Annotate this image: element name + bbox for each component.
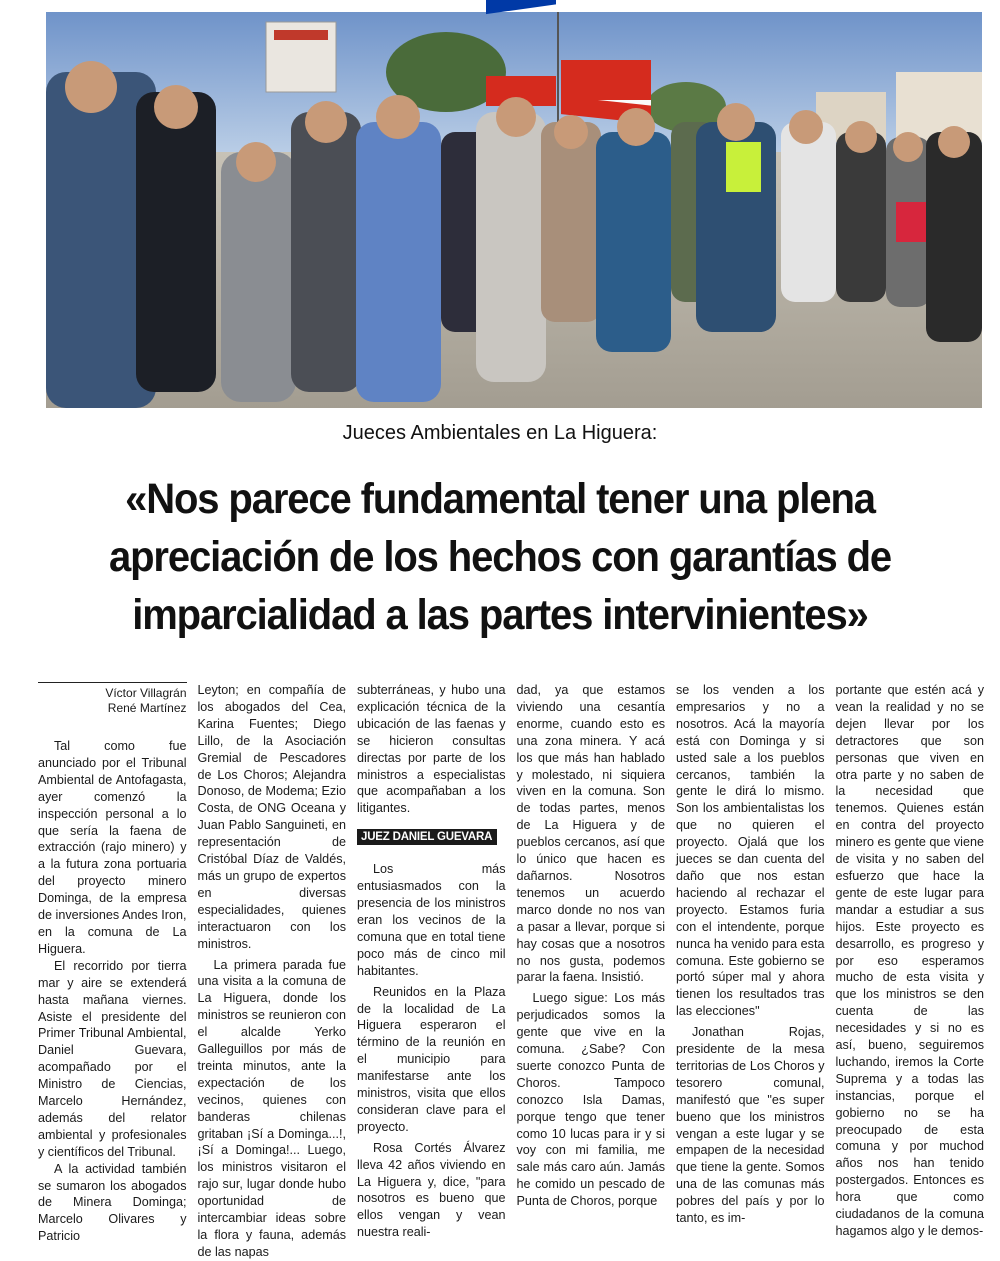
paragraph: Luego sigue: Los más perjudicados somos la gente que vive en la comuna. ¿Sabe? Con suerte conozco Punta de Choros. Tampoco conozco Isla Damas, porque tengo que tener como 10 lucas para ir y si voy con mi familia, me sale más caro aún. Jamás he comido un pescado de Punta de Choros, porque [516, 991, 665, 1209]
column-5 [676, 682, 825, 1261]
article-body [38, 682, 984, 1259]
paragraph: subterráneas, y hubo una explicación técnica de la ubicación de las faenas y se hicieron consultas directas por parte de los ministros a especialistas que acompañaban a los litigantes. [357, 683, 506, 816]
paragraph: Rosa Cortés Álvarez lleva 42 años viviendo en La Higuera y, dice, "para nosotros es bueno que ellos vengan y vean nuestra reali- [357, 1140, 506, 1240]
column-4 [517, 682, 666, 1261]
paragraph: dad, ya que estamos viviendo una cesantía enorme, cuando esto es una zona minera. Y acá los que más han hablado y molestado, ni siquiera viven en la comuna. Son de todas partes, menos de La Higuera y de pueblos cercanos, así que lo único que hacen es dañarnos. Nosotros tenemos un acuerdo marco donde no nos van a pasar a llevar, porque si hay cosas que a nosotros no nos gusta, podemos parar la faena. Insistió. [516, 683, 665, 985]
column-1 [38, 682, 187, 1261]
news-photo [46, 12, 982, 408]
subhead: JUEZ DANIEL GUEVARA [357, 829, 497, 845]
paragraph: A la actividad también se sumaron los abogados de Minera Dominga; Marcelo Olivares y Patricio [38, 1161, 187, 1244]
paragraph: Reunidos en la Plaza de la localidad de La Higuera esperaron el término de la reunión en el municipio para manifestarse ante los ministros, visita que ellos consideran clave para el proyecto. [357, 984, 506, 1134]
paragraph: La primera parada fue una visita a la comuna de La Higuera, donde los ministros se reunieron con el alcalde Yerko Galleguillos por más de treinta minutos, ante la expectación de los vecinos, quienes con banderas chilenas gritaban ¡Sí a Dominga...!, ¡Sí a Dominga!... Luego, los ministros visitaron el rajo sur, lugar donde hubo oportunidad de intercambiar ideas sobre la flora y fauna, además de las napas [197, 957, 346, 1259]
paragraph: Jonathan Rojas, presidente de la mesa territorias de Los Choros y tesorero comunal, manifestó que "es super bueno que los ministros vengan a este lugar y se empapen de la necesidad que tiene la gente. Somos una de las comunas más pobres del país y por lo tanto, es im- [676, 1025, 825, 1226]
paragraph: portante que estén acá y vean la realidad y no se dejen llevar por los detractores que son personas que viven en otra parte y no saben de la necesidad que tenemos. Quienes están en contra del proyecto minero es gente que viene de visita y no saben del esfuerzo que hace la gente de este lugar para mandar a estudiar a sus hijos. Este proyecto es desarrollo, es progreso y por eso esperamos mucho de esta visita y que los ministros se den cuenta de las necesidades y si no es así, bueno, seguiremos luchando, iremos la Corte Suprema y a todas las instancias, porque el gobierno no se ha preocupado de esta comuna y por muchod años nos han tenido postergados. Entonces es hora que como ciudadanos de la comuna hagamos algo y le demos- [835, 683, 984, 1238]
paragraph: Leyton; en compañía de los abogados del Cea, Karina Fuentes; Diego Lillo, de la Asociación Gremial de Pescadores de Los Choros; Alejandra Donoso, de Modema; Ezio Costa, de ONG Oceana y Juan Pablo Sanguineti, en representación de Cristóbal Díaz de Valdés, más un grupo de expertos en diversas especialidades, quienes interactuaron con los ministros. [197, 683, 346, 951]
paragraph: se los venden a los empresarios y no a nosotros. Acá la mayoría está con Dominga y si usted sale a los pueblos cercanos, también la gente le dirá lo mismo. Son los ambientalistas los que no quieren el proyecto. Ojalá que los jueces se dan cuenta del daño que nos estan haciendo al rechazar el proyecto. Estamos furia con el intendente, porque nunca ha venido para esta comuna. Este gobierno se portó súper mal y ahora tienen los resultados tras las elecciones" [676, 683, 825, 1019]
column-3 [357, 682, 506, 1261]
column-6 [836, 682, 985, 1261]
paragraph: El recorrido por tierra mar y aire se extenderá hasta mañana viernes. Asiste el presidente del Primer Tribunal Ambiental, Daniel Guevara, acompañado por el Ministro de Ciencias, Marcelo Hernández, además del relator ambiental y profesionales y científicos del Tribunal. [38, 958, 187, 1159]
paragraph: Los más entusiasmados con la presencia de los ministros eran los vecinos de la comuna que en total tiene poco más de cinco mil habitantes. [357, 862, 506, 978]
crowd-photo-illustration [46, 12, 982, 408]
byline [38, 682, 187, 716]
byline-author-1: Víctor Villagrán [105, 686, 187, 700]
column-2 [198, 682, 347, 1261]
headline: «Nos parece fundamental tener una plena apreciación de los hechos con garantías de imparcialidad a las partes intervinientes» [108, 475, 892, 639]
kicker: Jueces Ambientales en La Higuera: [342, 422, 658, 444]
paragraph: Tal como fue anunciado por el Tribunal Ambiental de Antofagasta, ayer comenzó la inspección personal a lo que sería la faena de extracción (rajo minero) y a la futura zona portuaria del proyecto minero Dominga, de la empresa de inversiones Andes Iron, en la comuna de La Higuera. [38, 739, 187, 956]
byline-author-2: René Martínez [107, 701, 187, 715]
